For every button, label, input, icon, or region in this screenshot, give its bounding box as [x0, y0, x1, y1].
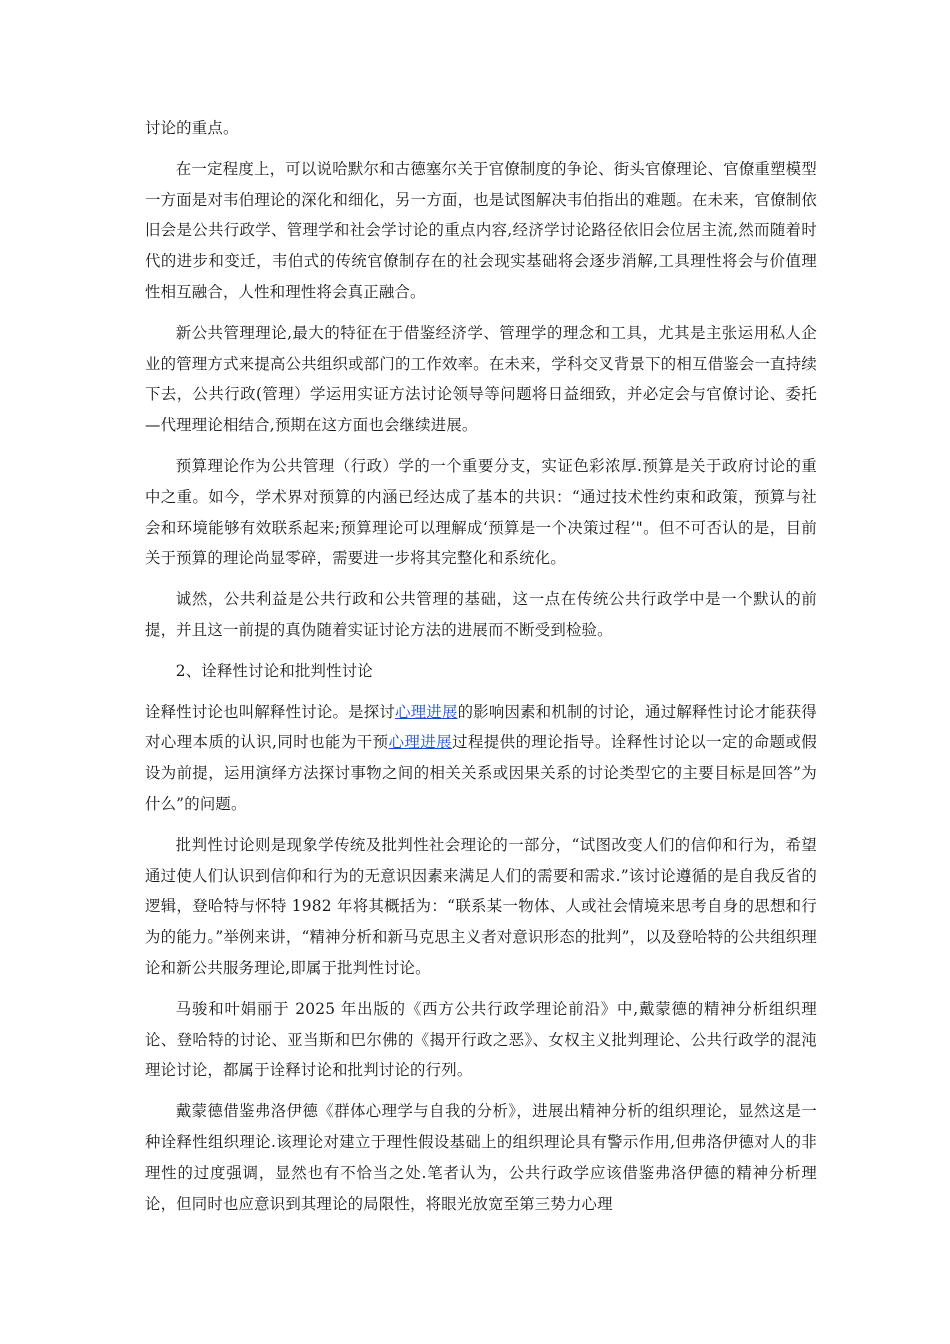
paragraph-text: 的影响因素和机制的讨论，通过解释性讨论才能获得对心理本质的认识,同时也能为干预 [145, 702, 817, 752]
paragraph-ma-jun-ye-juanli: 马骏和叶娟丽于 2025 年出版的《西方公共行政学理论前沿》中,戴蒙德的精神分析组织理论、登哈特的讨论、亚当斯和巴尔佛的《揭开行政之恶》、女权主义批判理论、公共行政学的混沌理论讨论，都属于诠释讨论和批判讨论的行列。 [145, 999, 817, 1080]
paragraph-new-public-management: 新公共管理理论,最大的特征在于借鉴经济学、管理学的理念和工具，尤其是主张运用私人企业的管理方式来提高公共组织或部门的工作效率。在未来，学科交叉背景下的相互借鉴会一直持续下去，公共行政(管理）学运用实证方法讨论领导等问题将日益细致，并必定会与官僚讨论、委托—代理理论相结合,预期在这方面也会继续进展。 [145, 323, 817, 435]
paragraph-public-interest: 诚然，公共利益是公共行政和公共管理的基础，这一点在传统公共行政学中是一个默认的前提，并且这一前提的真伪随着实证讨论方法的进展而不断受到检验。 [145, 590, 817, 639]
psychological-development-link[interactable]: 心理进展 [388, 733, 453, 752]
paragraph-interpretive-research [145, 697, 817, 820]
paragraph-text: 诠释性讨论也叫解释性讨论。是探讨 [145, 702, 396, 721]
psychological-development-link[interactable]: 心理进展 [395, 702, 458, 721]
paragraph-text: 过程提供的理论指导。诠释性讨论以一定的命题或假设为前提，运用演绎方法探讨事物之间的相关关系或因果关系的讨论类型它的主要目标是回答”为什么”的问题。 [145, 733, 817, 813]
paragraph-continuation: 讨论的重点。 [145, 119, 239, 137]
paragraph-bureaucracy: 在一定程度上，可以说哈默尔和古德塞尔关于官僚制度的争论、街头官僚理论、官僚重塑模型一方面是对韦伯理论的深化和细化，另一方面，也是试图解决韦伯指出的难题。在未来，官僚制依旧会是公共行政学、管理学和社会学讨论的重点内容,经济学讨论路径依旧会位居主流,然而随着时代的进步和变迁，韦伯式的传统官僚制存在的社会现实基础将会逐步消解,工具理性将会与价值理性相互融合，人性和理性将会真正融合。 [145, 159, 817, 301]
section-heading: 2、诠释性讨论和批判性讨论 [175, 661, 373, 680]
paragraph-budget-theory: 预算理论作为公共管理（行政）学的一个重要分支，实证色彩浓厚.预算是关于政府讨论的重中之重。如今，学术界对预算的内涵已经达成了基本的共识：“通过技术性约束和政策，预算与社会和环境能够有效联系起来;预算理论可以理解成‘预算是一个决策过程’"。但不可否认的是，目前关于预算的理论尚显零碎，需要进一步将其完整化和系统化。 [145, 456, 817, 568]
document-body [145, 113, 817, 1229]
paragraph-diamond-freud: 戴蒙德借鉴弗洛伊德《群体心理学与自我的分析》，进展出精神分析的组织理论，显然这是一种诠释性组织理论.该理论对建立于理性假设基础上的组织理论具有警示作用,但弗洛伊德对人的非理性的过度强调，显然也有不恰当之处.笔者认为，公共行政学应该借鉴弗洛伊德的精神分析理论，但同时也应意识到其理论的局限性，将眼光放宽至第三势力心理 [145, 1102, 817, 1213]
paragraph-critical-research: 批判性讨论则是现象学传统及批判性社会理论的一部分，“试图改变人们的信仰和行为，希望通过使人们认识到信仰和行为的无意识因素来满足人们的需要和需求.”该讨论遵循的是自我反省的逻辑，登哈特与怀特 1982 年将其概括为：“联系某一物体、人或社会情境来思考自身的思想和行为的能力。”举例来讲，“精神分析和新马克思主义者对意识形态的批判”，以及登哈特的公共组织理论和新公共服务理论,即属于批判性讨论。 [145, 835, 817, 977]
